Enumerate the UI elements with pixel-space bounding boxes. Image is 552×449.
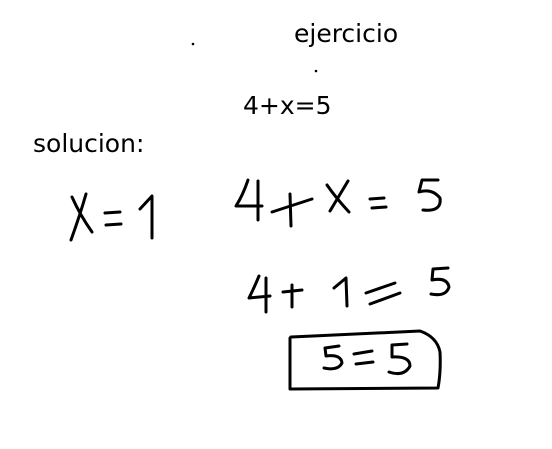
digit-one (140, 196, 152, 238)
letter-x (71, 194, 92, 240)
handwritten-step-1 (236, 180, 440, 226)
digit-four (236, 180, 262, 220)
stray-dot (315, 70, 318, 73)
digit-five (419, 180, 440, 210)
equals-sign (105, 212, 121, 225)
digit-five (431, 268, 449, 295)
digit-one (334, 278, 347, 306)
stray-dot (192, 43, 195, 46)
exercise-equation: 4+x=5 (243, 91, 332, 120)
equals-sign (370, 198, 386, 208)
digit-five (324, 346, 342, 369)
plus-sign (283, 285, 302, 307)
digit-four (249, 276, 270, 312)
exercise-title: ejercicio (294, 19, 399, 48)
plus-sign (272, 194, 312, 226)
boxed-result (290, 331, 440, 389)
solution-label: solucion: (33, 129, 145, 158)
handwritten-step-2 (249, 268, 449, 312)
equals-sign (354, 351, 373, 364)
result-box (290, 331, 440, 389)
digit-five (389, 344, 410, 374)
handwritten-solution (71, 194, 152, 240)
letter-x (327, 181, 349, 212)
equals-sign (366, 283, 400, 304)
